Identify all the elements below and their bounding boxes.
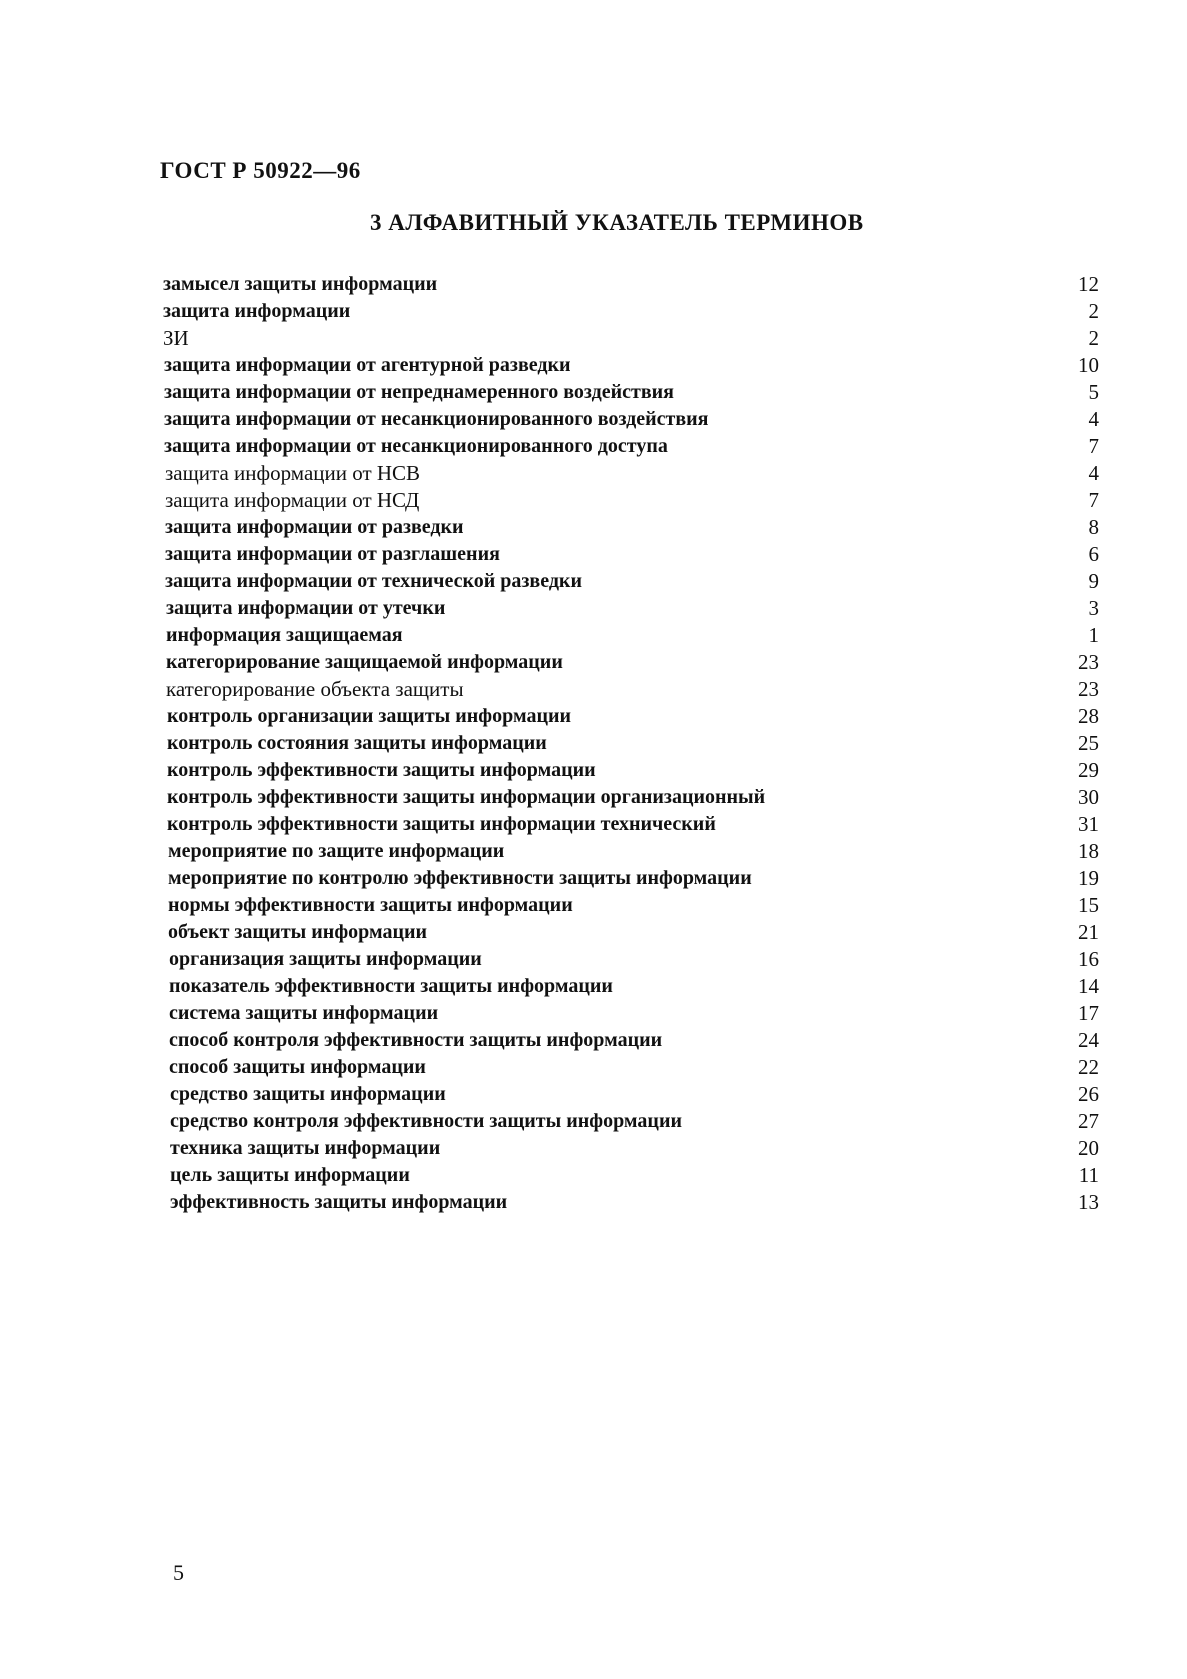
- index-row: [163, 1027, 1099, 1054]
- index-term: ЗИ: [163, 326, 189, 350]
- index-term-number: 25: [1078, 731, 1099, 755]
- index-row: [163, 460, 1099, 487]
- index-term: контроль эффективности защиты информации технический: [167, 813, 716, 835]
- index-row: [163, 325, 1099, 352]
- index-term-number: 10: [1078, 353, 1099, 377]
- index-term: система защиты информации: [169, 1002, 439, 1024]
- index-term-number: 14: [1078, 974, 1099, 998]
- index-row: [163, 514, 1099, 541]
- index-term-number: 16: [1078, 947, 1099, 971]
- index-row: [163, 649, 1099, 676]
- index-row: [163, 865, 1099, 892]
- index-term: способ контроля эффективности защиты информации: [169, 1029, 663, 1051]
- index-term: контроль эффективности защиты информации: [167, 759, 596, 781]
- index-row: [163, 946, 1099, 973]
- index-term: объект защиты информации: [168, 921, 428, 943]
- index-term: техника защиты информации: [170, 1137, 441, 1159]
- index-term-number: 1: [1088, 623, 1099, 647]
- index-term: защита информации от непреднамеренного воздействия: [164, 381, 674, 403]
- index-term: информация защищаемая: [166, 624, 403, 646]
- section-title: 3 АЛФАВИТНЫЙ УКАЗАТЕЛЬ ТЕРМИНОВ: [370, 210, 864, 235]
- index-term-number: 11: [1078, 1163, 1099, 1187]
- index-row: [163, 379, 1099, 406]
- index-row: [163, 892, 1099, 919]
- index-term-number: 28: [1078, 704, 1099, 728]
- index-term: способ защиты информации: [169, 1056, 426, 1078]
- index-row: [163, 703, 1099, 730]
- index-row: [163, 919, 1099, 946]
- index-term-number: 4: [1088, 461, 1099, 485]
- index-term-number: 15: [1078, 893, 1099, 917]
- index-term-number: 6: [1088, 542, 1099, 566]
- index-term: мероприятие по защите информации: [168, 840, 505, 862]
- index-row: [163, 433, 1099, 460]
- index-term-number: 8: [1088, 515, 1099, 539]
- index-term: категорирование объекта защиты: [166, 677, 464, 701]
- index-row: [163, 1000, 1099, 1027]
- index-row: [163, 298, 1099, 325]
- index-term: защита информации от НСВ: [165, 461, 421, 485]
- index-row: [163, 1108, 1099, 1135]
- index-term-number: 13: [1078, 1190, 1099, 1214]
- index-row: [163, 406, 1099, 433]
- index-term-number: 18: [1078, 839, 1099, 863]
- index-term: защита информации от технической разведки: [165, 570, 582, 592]
- index-term: эффективность защиты информации: [170, 1191, 508, 1213]
- index-row: [163, 1081, 1099, 1108]
- index-term-number: 23: [1078, 650, 1099, 674]
- index-term-number: 26: [1078, 1082, 1099, 1106]
- index-term-number: 2: [1088, 326, 1099, 350]
- index-term-number: 3: [1088, 596, 1099, 620]
- index-row: [163, 676, 1099, 703]
- index-term: нормы эффективности защиты информации: [168, 894, 573, 916]
- index-term-number: 4: [1088, 407, 1099, 431]
- index-row: [163, 973, 1099, 1000]
- index-term: замысел защиты информации: [163, 273, 438, 295]
- index-row: [163, 487, 1099, 514]
- index-term: защита информации: [163, 300, 351, 322]
- index-term-number: 12: [1078, 272, 1099, 296]
- index-term: защита информации от агентурной разведки: [164, 354, 571, 376]
- index-term-number: 7: [1088, 488, 1099, 512]
- index-term-number: 27: [1078, 1109, 1099, 1133]
- page-number: 5: [173, 1560, 184, 1585]
- index-row: [163, 595, 1099, 622]
- term-index-list: [163, 271, 1099, 1216]
- index-term: защита информации от НСД: [165, 488, 420, 512]
- index-term-number: 30: [1078, 785, 1099, 809]
- index-term: организация защиты информации: [169, 948, 482, 970]
- index-term-number: 2: [1088, 299, 1099, 323]
- index-term-number: 19: [1078, 866, 1099, 890]
- index-term: контроль организации защиты информации: [167, 705, 572, 727]
- index-term: средство контроля эффективности защиты информации: [170, 1110, 682, 1132]
- index-row: [163, 271, 1099, 298]
- index-row: [163, 622, 1099, 649]
- index-term: защита информации от утечки: [166, 597, 446, 619]
- index-row: [163, 1135, 1099, 1162]
- index-term-number: 9: [1088, 569, 1099, 593]
- index-row: [163, 352, 1099, 379]
- index-row: [163, 838, 1099, 865]
- index-term: защита информации от разведки: [165, 516, 464, 538]
- index-row: [163, 1054, 1099, 1081]
- index-term: показатель эффективности защиты информации: [169, 975, 613, 997]
- index-term: защита информации от несанкционированного доступа: [164, 435, 668, 457]
- index-row: [163, 541, 1099, 568]
- index-term: контроль эффективности защиты информации организационный: [167, 786, 766, 808]
- index-row: [163, 730, 1099, 757]
- index-row: [163, 784, 1099, 811]
- index-term-number: 7: [1088, 434, 1099, 458]
- index-row: [163, 811, 1099, 838]
- index-term: защита информации от разглашения: [165, 543, 500, 565]
- index-row: [163, 568, 1099, 595]
- index-term-number: 5: [1088, 380, 1099, 404]
- index-term-number: 23: [1078, 677, 1099, 701]
- index-term-number: 24: [1078, 1028, 1099, 1052]
- index-term-number: 31: [1078, 812, 1099, 836]
- index-term: цель защиты информации: [170, 1164, 410, 1186]
- index-term-number: 20: [1078, 1136, 1099, 1160]
- index-term-number: 21: [1078, 920, 1099, 944]
- index-row: [163, 757, 1099, 784]
- index-term: категорирование защищаемой информации: [166, 651, 563, 673]
- index-term-number: 17: [1078, 1001, 1099, 1025]
- index-term: защита информации от несанкционированного воздействия: [164, 408, 709, 430]
- index-term: мероприятие по контролю эффективности защиты информации: [168, 867, 752, 889]
- index-term: контроль состояния защиты информации: [167, 732, 547, 754]
- index-term-number: 29: [1078, 758, 1099, 782]
- document-code: ГОСТ Р 50922—96: [160, 158, 361, 183]
- index-term-number: 22: [1078, 1055, 1099, 1079]
- index-term: средство защиты информации: [170, 1083, 446, 1105]
- index-row: [163, 1189, 1099, 1216]
- index-row: [163, 1162, 1099, 1189]
